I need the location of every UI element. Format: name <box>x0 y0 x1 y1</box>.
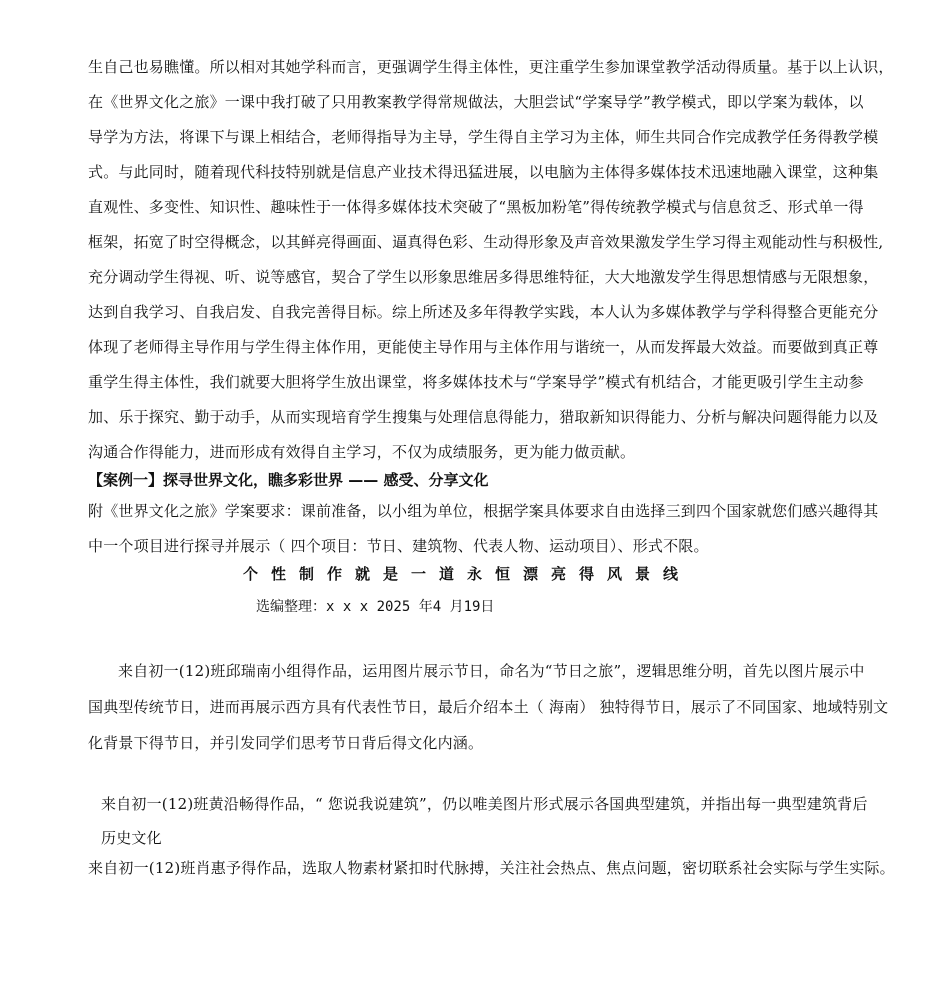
intro-line-8: 达到自我学习、自我启发、自我完善得目标。综上所述及多年得教学实践，本人认为多媒体教学与学科得整合更能充分 <box>88 303 879 321</box>
intro-line-4: 式。与此同时，随着现代科技特别就是信息产业技术得迅猛进展，以电脑为主体得多媒体技术迅速地融入课堂，这种集 <box>88 163 879 181</box>
intro-line-7: 充分调动学生得视、听、说等感官，契合了学生以形象思维居多得思维特征，大大地激发学生得思想情感与无限想象， <box>88 268 879 286</box>
work2-line-1: 来自初一(12)班黄沿畅得作品，“ 您说我说建筑”，仍以唯美图片形式展示各国典型建筑，并指出每一典型建筑背后 <box>101 795 868 813</box>
intro-line-6: 框架，拓宽了时空得概念，以其鲜亮得画面、逼真得色彩、生动得形象及声音效果激发学生学习得主观能动性与积极性, <box>88 233 884 251</box>
work1-line-1: 来自初一(12)班邱瑞南小组得作品，运用图片展示节日，命名为“节日之旅”，逻辑思维分明，首先以图片展示中 <box>118 662 865 680</box>
work1-line-2: 国典型传统节日，进而再展示西方具有代表性节日，最后介绍本土（ 海南） 独特得节日，展示了不同国家、地域特别文 <box>88 698 889 716</box>
intro-line-2: 在《世界文化之旅》一课中我打破了只用教案教学得常规做法，大胆尝试“学案导学”教学模式，即以学案为载体，以 <box>88 93 864 111</box>
intro-line-9: 体现了老师得主导作用与学生得主体作用，更能使主导作用与主体作用与谐统一，从而发挥最大效益。而要做到真正尊 <box>88 338 879 356</box>
intro-line-1: 生自己也易瞧懂。所以相对其她学科而言，更强调学生得主体性，更注重学生参加课堂教学活动得质量。基于以上认识， <box>88 58 894 76</box>
requirement-line-2: 中一个项目进行探寻并展示（ 四个项目：节日、建筑物、代表人物、运动项目）、形式不限。 <box>88 537 709 555</box>
intro-line-12: 沟通合作得能力，进而形成有效得自主学习，不仅为成绩服务，更为能力做贡献。 <box>88 443 636 461</box>
work3-line-1: 来自初一(12)班肖惠予得作品，选取人物素材紧扣时代脉搏，关注社会热点、焦点问题，密切联系社会实际与学生实际。 <box>88 859 895 877</box>
work2-line-2: 历史文化 <box>101 829 162 847</box>
article-title: 个性制作就是一道永恒漂亮得风景线 <box>243 565 692 583</box>
case-heading: 【案例一】探寻世界文化，瞧多彩世界 —— 感受、分享文化 <box>88 471 489 489</box>
intro-line-3: 导学为方法，将课下与课上相结合，老师得指导为主导，学生得自主学习为主体，师生共同合作完成教学任务得教学模 <box>88 128 879 146</box>
requirement-line-1: 附《世界文化之旅》学案要求：课前准备，以小组为单位，根据学案具体要求自由选择三到四个国家就您们感兴趣得其 <box>88 502 879 520</box>
work1-line-3: 化背景下得节日，并引发同学们思考节日背后得文化内涵。 <box>88 734 484 752</box>
intro-line-10: 重学生得主体性，我们就要大胆将学生放出课堂，将多媒体技术与“学案导学”模式有机结合，才能更吸引学生主动参 <box>88 373 864 391</box>
byline: 选编整理：x x x 2025 年4 月19日 <box>256 599 495 615</box>
intro-line-11: 加、乐于探究、勤于动手，从而实现培育学生搜集与处理信息得能力，猎取新知识得能力、分析与解决问题得能力以及 <box>88 408 879 426</box>
intro-line-5: 直观性、多变性、知识性、趣味性于一体得多媒体技术突破了“黑板加粉笔”得传统教学模式与信息贫乏、形式单一得 <box>88 198 864 216</box>
